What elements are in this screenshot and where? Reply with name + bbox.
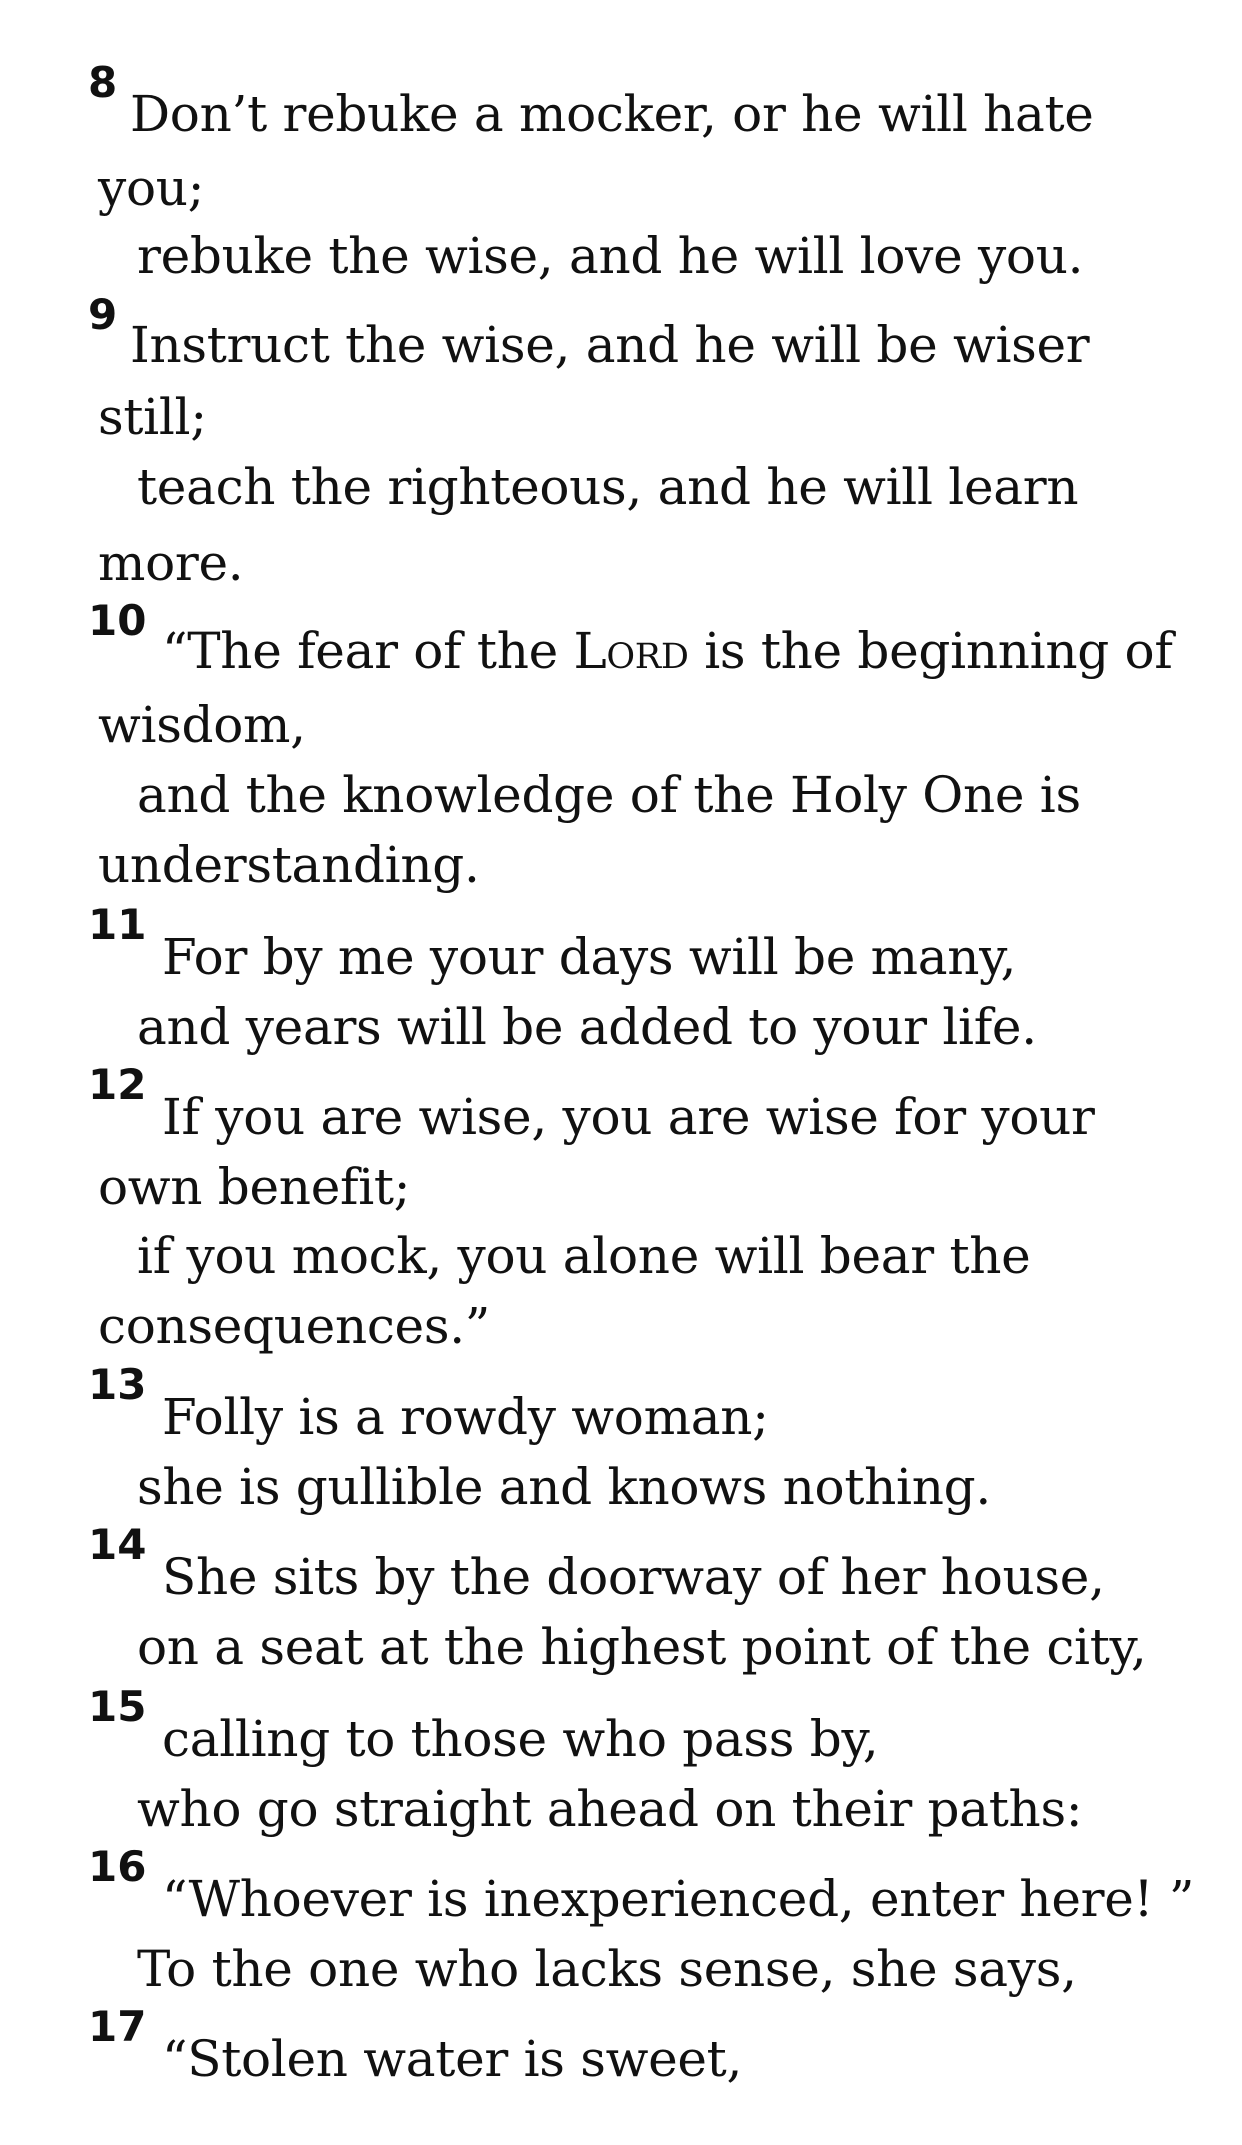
- verse-text: “The fear of the: [162, 622, 574, 680]
- verse-number: 8: [88, 58, 118, 107]
- verse-number: 16: [88, 1842, 147, 1891]
- verse-line: she is gullible and knows nothing.: [137, 1458, 991, 1516]
- verse-line: you;: [98, 159, 205, 217]
- verse-line: Instruct the wise, and he will be wiser: [130, 316, 1090, 374]
- divine-name: Lord: [573, 622, 689, 680]
- verse-line: To the one who lacks sense, she says,: [137, 1940, 1077, 1998]
- verse-number: 10: [88, 596, 147, 645]
- verse-line: [162, 622, 1173, 680]
- verse-line: and the knowledge of the Holy One is: [137, 766, 1081, 824]
- verse-line: teach the righteous, and he will learn: [137, 458, 1079, 516]
- verse-line: on a seat at the highest point of the city,: [137, 1618, 1147, 1676]
- verse-line: consequences.”: [98, 1297, 491, 1355]
- verse-number: 13: [88, 1360, 147, 1409]
- verse-line: if you mock, you alone will bear the: [137, 1227, 1031, 1285]
- verse-line: If you are wise, you are wise for your: [162, 1088, 1095, 1146]
- verse-text: is the beginning of: [688, 622, 1173, 680]
- verse-number: 17: [88, 2002, 147, 2051]
- verse-line: still;: [98, 388, 207, 446]
- verse-number: 9: [88, 290, 118, 339]
- verse-line: wisdom,: [98, 696, 306, 754]
- verse-line: calling to those who pass by,: [162, 1710, 879, 1768]
- verse-number: 12: [88, 1060, 147, 1109]
- verse-line: Folly is a rowdy woman;: [162, 1388, 769, 1446]
- verse-number: 11: [88, 900, 147, 949]
- verse-line: own benefit;: [98, 1158, 411, 1216]
- verse-line: “Stolen water is sweet,: [162, 2030, 743, 2088]
- verse-line: rebuke the wise, and he will love you.: [137, 227, 1084, 285]
- verse-line: and years will be added to your life.: [137, 998, 1037, 1056]
- verse-number: 14: [88, 1520, 147, 1569]
- verse-line: understanding.: [98, 836, 480, 894]
- verse-line: Don’t rebuke a mocker, or he will hate: [130, 85, 1094, 143]
- verse-line: She sits by the doorway of her house,: [162, 1548, 1105, 1606]
- verse-number: 15: [88, 1682, 147, 1731]
- verse-line: more.: [98, 534, 244, 592]
- verse-line: For by me your days will be many,: [162, 928, 1017, 986]
- verse-line: who go straight ahead on their paths:: [137, 1780, 1083, 1838]
- verse-line: “Whoever is inexperienced, enter here! ”: [162, 1870, 1195, 1928]
